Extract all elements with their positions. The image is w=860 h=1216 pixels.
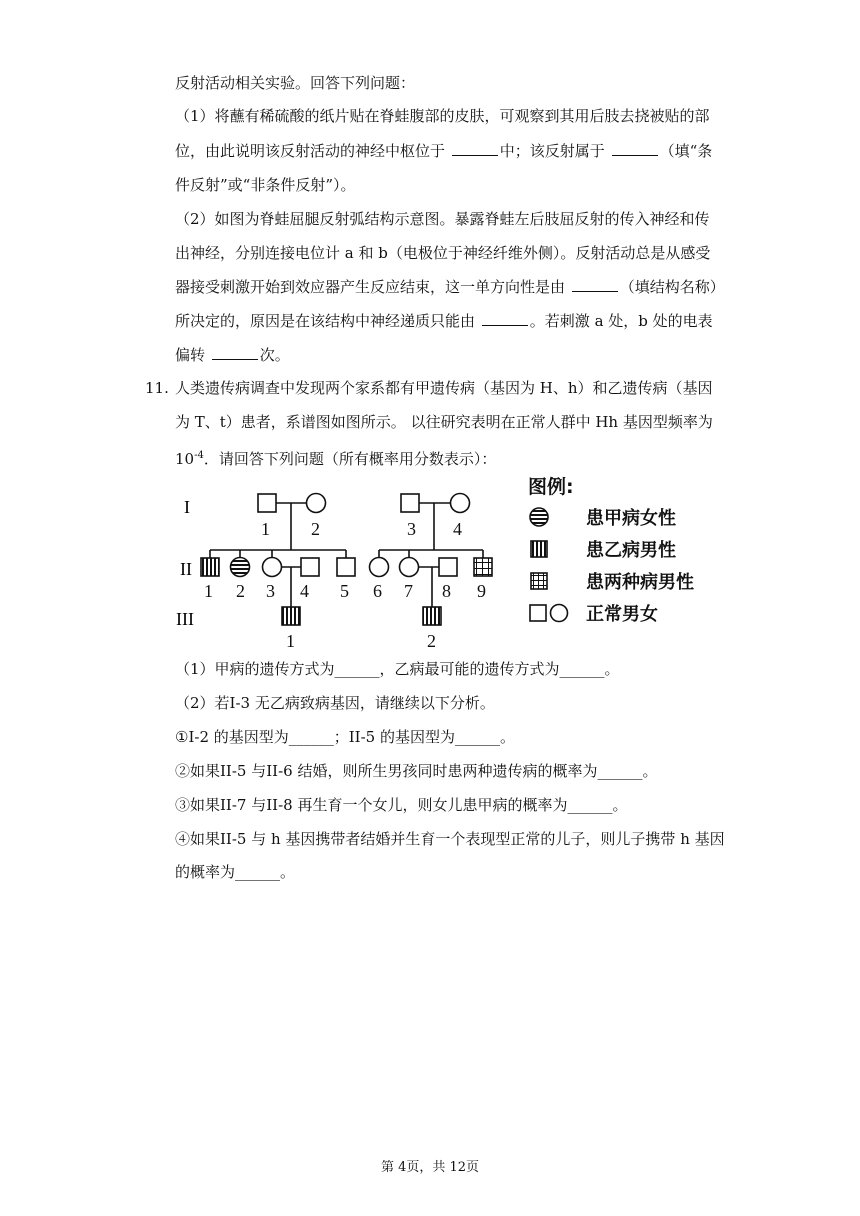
horizontal-striped-circle-icon xyxy=(528,506,550,528)
q11-sub2-1: ①I-2 的基因型为______；II-5 的基因型为______。 xyxy=(175,728,515,746)
q10-part1-line-c: 件反射”或“非条件反射”）。 xyxy=(175,176,356,194)
answer-blank[interactable] xyxy=(452,141,498,156)
pedigree-legend: 图例: 患甲病女性 患乙病男性 患两种病男性 正常男女 xyxy=(522,472,722,632)
pedigree-affected-male-both xyxy=(474,558,492,576)
individual-number: 1 xyxy=(286,631,295,651)
individual-number: 5 xyxy=(340,581,349,601)
pedigree-affected-male-b xyxy=(423,607,441,625)
legend-title: 图例: xyxy=(528,476,574,498)
pedigree-male xyxy=(301,558,319,576)
q11-stem-line-a: 人类遗传病调查中发现两个家系都有甲遗传病（基因为 H、h）和乙遗传病（基因 xyxy=(175,379,713,397)
q11-sub2-4-line-b: 的概率为______。 xyxy=(175,863,296,881)
individual-number: 1 xyxy=(261,519,270,539)
individual-number: 4 xyxy=(300,581,309,601)
individual-number: 7 xyxy=(404,581,413,601)
q11-sub2-2: ②如果II-5 与II-6 结婚，则所生男孩同时患两种遗传病的概率为______。 xyxy=(175,762,658,780)
individual-number: 3 xyxy=(266,581,275,601)
answer-blank[interactable] xyxy=(482,311,528,326)
individual-number: 2 xyxy=(236,581,245,601)
individual-number: 3 xyxy=(407,519,416,539)
grid-square-icon xyxy=(528,570,550,592)
q11-stem-line-c: $10^{-4}$．请回答下列问题（所有概率用分数表示）： xyxy=(175,450,497,468)
pedigree-female xyxy=(263,558,282,577)
answer-blank[interactable] xyxy=(212,345,258,360)
pedigree-female xyxy=(451,494,470,513)
individual-number: 9 xyxy=(477,581,486,601)
individual-number: 8 xyxy=(442,581,451,601)
generation-label: I xyxy=(184,497,190,517)
individual-number: 2 xyxy=(427,631,436,651)
generation-label: II xyxy=(180,559,192,579)
q11-sub2-3: ③如果II-7 与II-8 再生育一个女儿，则女儿患甲病的概率为______。 xyxy=(175,796,628,814)
q10-part2-line-a: （2）如图为脊蛙屈腿反射弧结构示意图。暴露脊蛙左后肢屈反射的传入神经和传 xyxy=(175,210,710,228)
pedigree-chart xyxy=(170,472,510,652)
pedigree-female xyxy=(370,558,389,577)
q11-sub1: （1）甲病的遗传方式为______，乙病最可能的遗传方式为______。 xyxy=(175,660,620,678)
q11-stem-line-b: 为 T、t）患者，系谱图如图所示。 以往研究表明在正常人群中 Hh 基因型频率为 xyxy=(175,413,713,431)
q10-part2-line-c: 器接受刺激开始到效应器产生反应结束，这一单方向性是由 （填结构名称） xyxy=(175,278,725,296)
pedigree-affected-male-b xyxy=(201,558,219,576)
pedigree-male xyxy=(401,494,419,512)
q10-part2-line-b: 出神经，分别连接电位计 a 和 b（电极位于神经纤维外侧）。反射活动总是从感受 xyxy=(175,244,711,262)
q10-part2-line-e: 偏转 次。 xyxy=(175,346,290,364)
vertical-striped-square-icon xyxy=(528,538,550,560)
question-number: 11. xyxy=(145,379,169,397)
pedigree-male xyxy=(337,558,355,576)
square-and-circle-icon xyxy=(528,602,574,624)
individual-number: 1 xyxy=(204,581,213,601)
pedigree-male xyxy=(439,558,457,576)
q10-part1-line-a: （1）将蘸有稀硫酸的纸片贴在脊蛙腹部的皮肤，可观察到其用后肢去挠被贴的部 xyxy=(175,107,710,125)
individual-number: 6 xyxy=(373,581,382,601)
pedigree-male xyxy=(258,494,276,512)
q10-part2-line-d: 所决定的，原因是在该结构中神经递质只能由 。若刺激 a 处，b 处的电表 xyxy=(175,312,713,330)
q11-sub2: （2）若I-3 无乙病致病基因，请继续以下分析。 xyxy=(175,694,495,712)
individual-number: 2 xyxy=(311,519,320,539)
pedigree-affected-female-a xyxy=(231,558,250,577)
pedigree-affected-male-b xyxy=(282,607,300,625)
individual-number: 4 xyxy=(453,519,462,539)
q11-sub2-4-line-a: ④如果II-5 与 h 基因携带者结婚并生育一个表现型正常的儿子，则儿子携带 h 基因 xyxy=(175,830,725,848)
page-footer: 第 4页，共 12页 xyxy=(380,1160,480,1175)
q10-intro-line: 反射活动相关实验。回答下列问题： xyxy=(175,74,416,92)
pedigree-female xyxy=(400,558,419,577)
answer-blank[interactable] xyxy=(572,277,618,292)
answer-blank[interactable] xyxy=(612,141,658,156)
generation-label: III xyxy=(176,609,194,629)
q10-part1-line-b: 位，由此说明该反射活动的神经中枢位于 中；该反射属于 （填“条 xyxy=(175,142,713,160)
pedigree-female xyxy=(307,494,326,513)
